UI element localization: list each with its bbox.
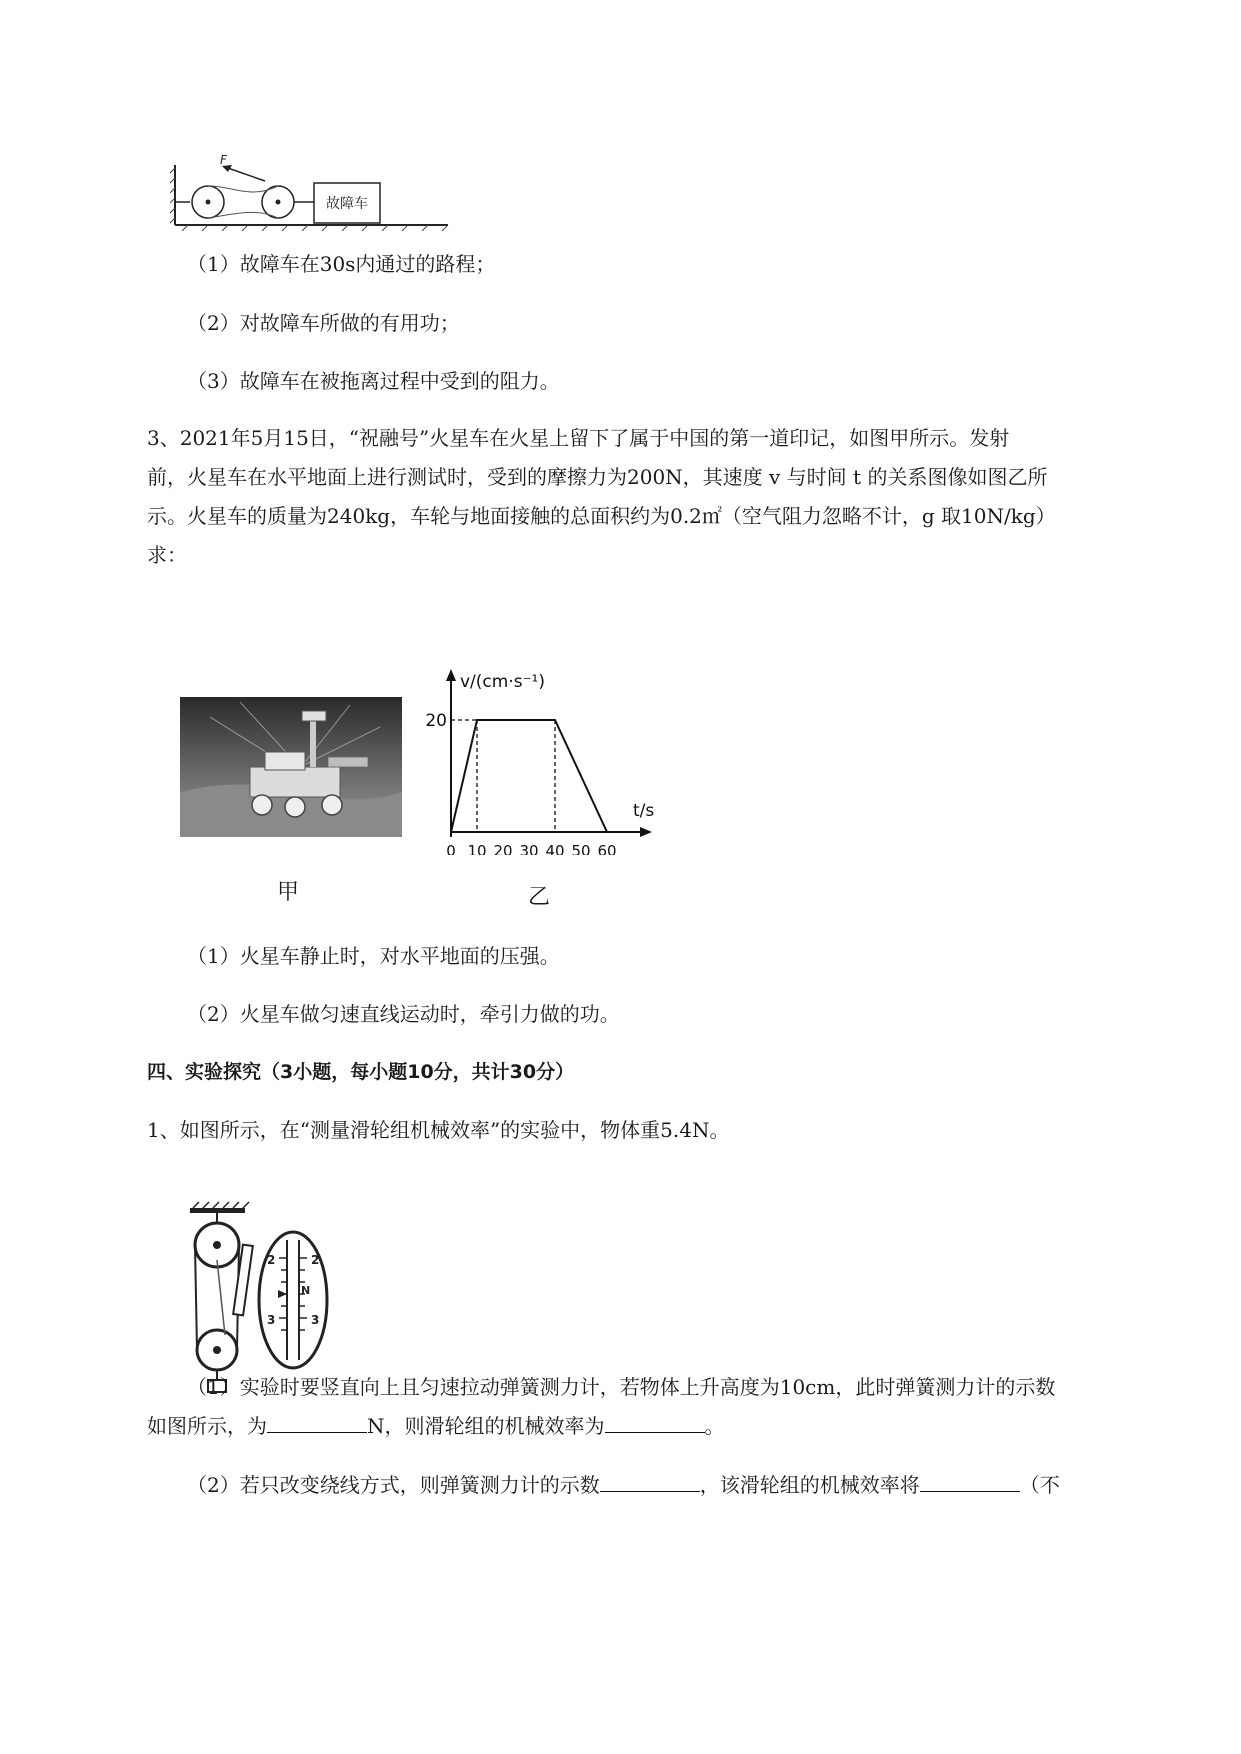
p2-question-2: （2）对故障车所做的有用功； (187, 311, 460, 335)
p3-text-line-1: 3、2021年5月15日，“祝融号”火星车在火星上留下了属于中国的第一道印记，如图甲所示。发射 (147, 426, 1010, 450)
scale-label-left-2: 2 (267, 1253, 276, 1267)
x-tick-label-20: 20 (493, 842, 513, 855)
x-tick-label-30: 30 (519, 842, 539, 855)
scale-unit-n: N (301, 1284, 311, 1297)
section-4-title: 四、实验探究（3小题，每小题10分，共计30分） (147, 1061, 575, 1083)
s4-question-1-line-1: （1）实验时要竖直向上且匀速拉动弹簧测力计，若物体上升高度为10cm，此时弹簧测力计的示数 (187, 1375, 1056, 1399)
y-axis-label: v/(cm·s⁻¹) (460, 672, 546, 692)
answer-blank-4[interactable] (920, 1469, 1020, 1492)
s4-q2-text-b: ，该滑轮组的机械效率将 (699, 1473, 920, 1497)
force-label: F (220, 155, 227, 167)
caption-jia: 甲 (277, 880, 300, 905)
tow-diagram (170, 155, 460, 235)
x-tick-label-60: 60 (597, 842, 617, 855)
p2-question-3: （3）故障车在被拖离过程中受到的阻力。 (187, 369, 560, 393)
s4-q1-text-a: 如图所示，为 (147, 1414, 267, 1438)
vt-chart (420, 665, 670, 855)
x-tick-label-50: 50 (571, 842, 591, 855)
x-tick-label-10: 10 (467, 842, 487, 855)
broken-car-label: 故障车 (326, 196, 368, 212)
p3-question-1: （1）火星车静止时，对水平地面的压强。 (187, 944, 560, 968)
rover-photo (180, 697, 402, 837)
x-axis-arrow (640, 827, 652, 837)
p3-text-line-3: 示。火星车的质量为240kg，车轮与地面接触的总面积约为0.2㎡（空气阻力忽略不计，g 取10N/kg） (147, 504, 1056, 528)
s4-q2-text-a: （2）若只改变绕线方式，则弹簧测力计的示数 (187, 1473, 600, 1497)
x-tick-label-0: 0 (446, 842, 456, 855)
p2-question-1: （1）故障车在30s内通过的路程； (187, 252, 496, 276)
x-tick-label-40: 40 (545, 842, 565, 855)
p3-question-2: （2）火星车做匀速直线运动时，牵引力做的功。 (187, 1002, 620, 1026)
caption-yi: 乙 (528, 885, 551, 910)
p3-text-line-4: 求： (147, 543, 187, 567)
s4-q1-text-b: N，则滑轮组的机械效率为 (367, 1414, 605, 1438)
s4-q2-text-c: （不 (1019, 1473, 1060, 1497)
scale-label-right-3: 3 (311, 1313, 320, 1327)
series-line-v (451, 720, 607, 832)
answer-blank-1[interactable] (267, 1410, 367, 1433)
s4-question-2 (187, 1465, 1197, 1505)
x-axis-label: t/s (633, 801, 655, 821)
s4-question-1-line-2 (147, 1406, 1157, 1446)
s4-q1-text-c: 。 (704, 1414, 725, 1438)
y-tick-label-20: 20 (425, 711, 447, 731)
scale-label-right-2: 2 (311, 1253, 320, 1267)
y-axis-arrow (446, 669, 456, 681)
s4-problem-1: 1、如图所示，在“测量滑轮组机械效率”的实验中，物体重5.4N。 (147, 1118, 730, 1142)
scale-label-left-3: 3 (267, 1313, 276, 1327)
p3-text-line-2: 前，火星车在水平地面上进行测试时，受到的摩擦力为200N，其速度 v 与时间 t 的关系图像如图乙所 (147, 465, 1048, 489)
answer-blank-3[interactable] (600, 1469, 700, 1492)
answer-blank-2[interactable] (605, 1410, 705, 1433)
